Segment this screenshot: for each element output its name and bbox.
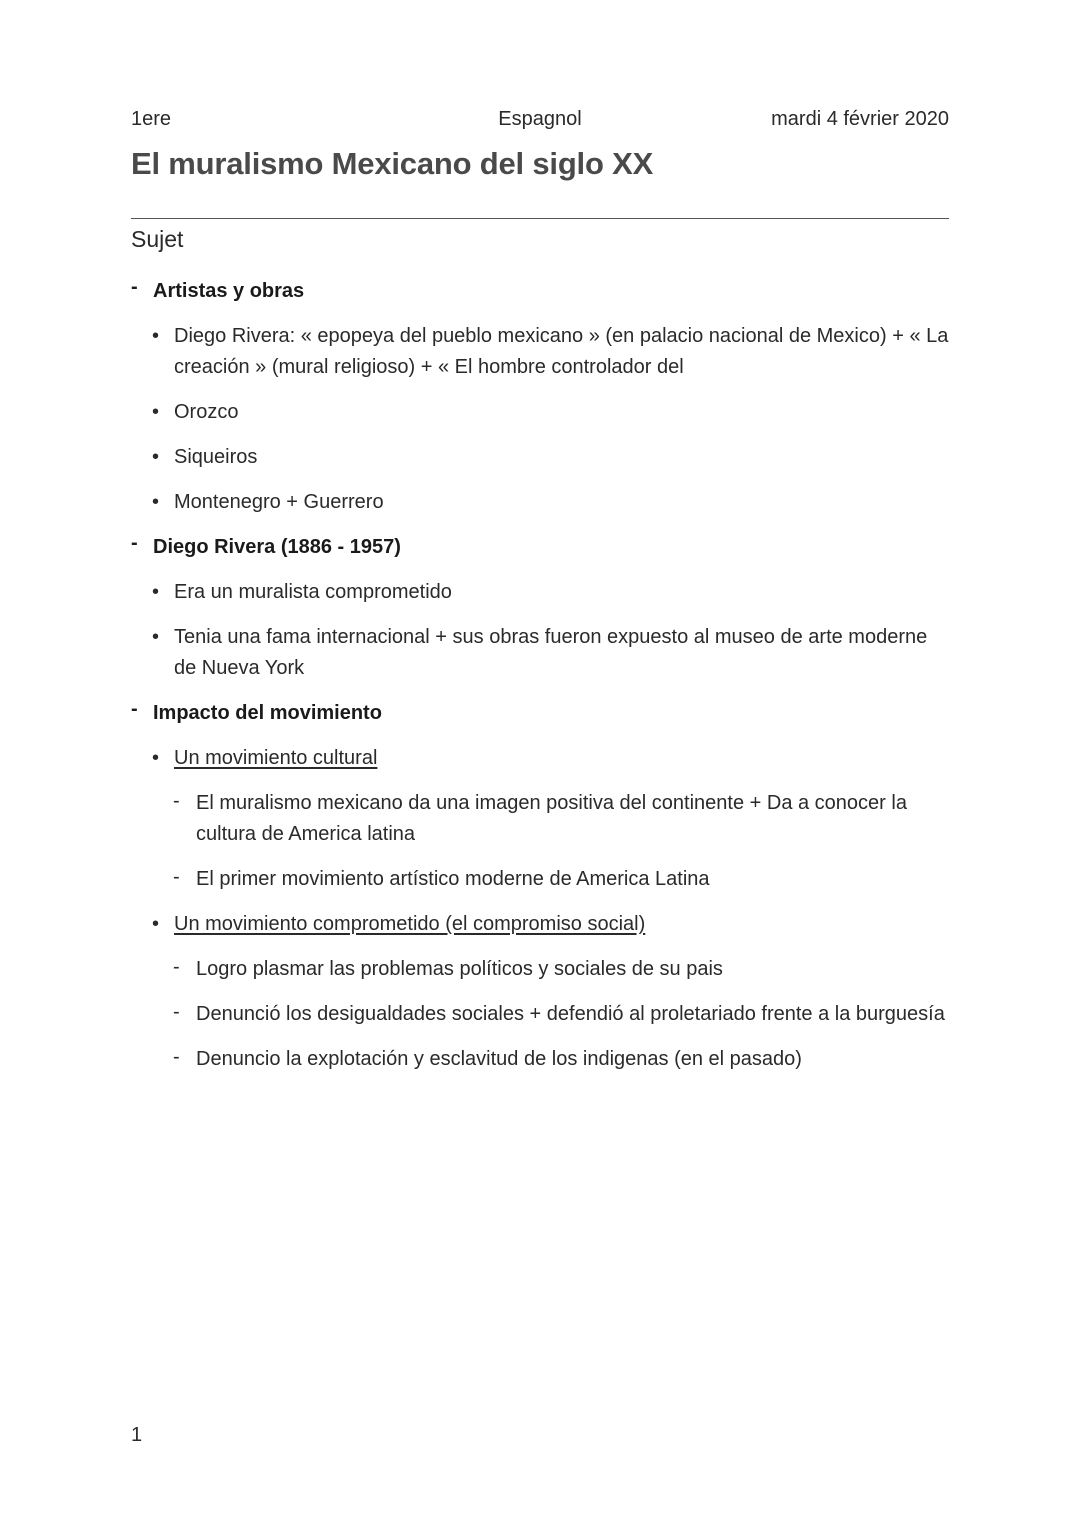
sub-list-item: [131, 864, 949, 895]
outline-heading: [131, 276, 949, 307]
sub-list-item-text: El muralismo mexicano da una imagen positiva del continente + Da a conocer la cultura de America latina: [196, 792, 907, 845]
outline-heading-text: Impacto del movimiento: [153, 702, 382, 724]
bullet-marker: •: [152, 491, 160, 513]
outline-heading: [131, 698, 949, 729]
list-item: [131, 442, 949, 473]
sub-list-item: [131, 999, 949, 1030]
list-item-text: Montenegro + Guerrero: [174, 491, 384, 513]
header-class-level: 1ere: [131, 108, 172, 130]
header-date: mardi 4 février 2020: [771, 108, 949, 130]
title-divider: [131, 218, 949, 219]
subdash-marker: -: [173, 1001, 180, 1023]
page-header: [131, 108, 949, 136]
subdash-marker: -: [173, 790, 180, 812]
dash-marker: -: [131, 698, 138, 720]
list-item: [131, 909, 949, 940]
list-item: [131, 397, 949, 428]
sub-list-item: [131, 954, 949, 985]
list-item: [131, 321, 949, 383]
section-heading: Sujet: [131, 226, 184, 252]
bullet-marker: •: [152, 325, 160, 347]
sub-list-item-text: Denunció los desigualdades sociales + defendió al proletariado frente a la burguesía: [196, 1003, 945, 1025]
outline-content: [131, 276, 949, 1089]
bullet-marker: •: [152, 581, 160, 603]
subdash-marker: -: [173, 866, 180, 888]
subdash-marker: -: [173, 1046, 180, 1068]
outline-heading-text: Artistas y obras: [153, 280, 305, 302]
bullet-marker: •: [152, 446, 160, 468]
list-item-text: Tenia una fama internacional + sus obras fueron expuesto al museo de arte moderne de Nueva York: [174, 626, 928, 679]
list-item-text: Orozco: [174, 401, 239, 423]
bullet-marker: •: [152, 401, 160, 423]
outline-heading: [131, 532, 949, 563]
list-item: [131, 743, 949, 774]
dash-marker: -: [131, 532, 138, 554]
list-item-text: Era un muralista comprometido: [174, 581, 452, 603]
list-item: [131, 487, 949, 518]
sub-list-item: [131, 788, 949, 850]
list-item: [131, 622, 949, 684]
dash-marker: -: [131, 276, 138, 298]
document-page: [131, 0, 949, 1527]
subheading-text: Un movimiento comprometido (el compromiso social): [174, 913, 646, 935]
list-item-text: Diego Rivera: « epopeya del pueblo mexicano » (en palacio nacional de Mexico) + « La creación » (mural religioso) + « El hombre controlador del: [174, 325, 949, 378]
sub-list-item-text: Denuncio la explotación y esclavitud de los indigenas (en el pasado): [196, 1048, 802, 1070]
subheading-text: Un movimiento cultural: [174, 747, 378, 769]
outline-heading-text: Diego Rivera (1886 - 1957): [153, 536, 401, 558]
sub-list-item-text: El primer movimiento artístico moderne de America Latina: [196, 868, 710, 890]
sub-list-item: [131, 1044, 949, 1075]
bullet-marker: •: [152, 626, 160, 648]
document-title: El muralismo Mexicano del siglo XX: [131, 146, 654, 181]
subdash-marker: -: [173, 956, 180, 978]
sub-list-item-text: Logro plasmar las problemas políticos y sociales de su pais: [196, 958, 723, 980]
list-item-text: Siqueiros: [174, 446, 258, 468]
bullet-marker: •: [152, 913, 160, 935]
header-subject: Espagnol: [498, 108, 582, 130]
bullet-marker: •: [152, 747, 160, 769]
page-number: 1: [131, 1424, 143, 1446]
list-item: [131, 577, 949, 608]
